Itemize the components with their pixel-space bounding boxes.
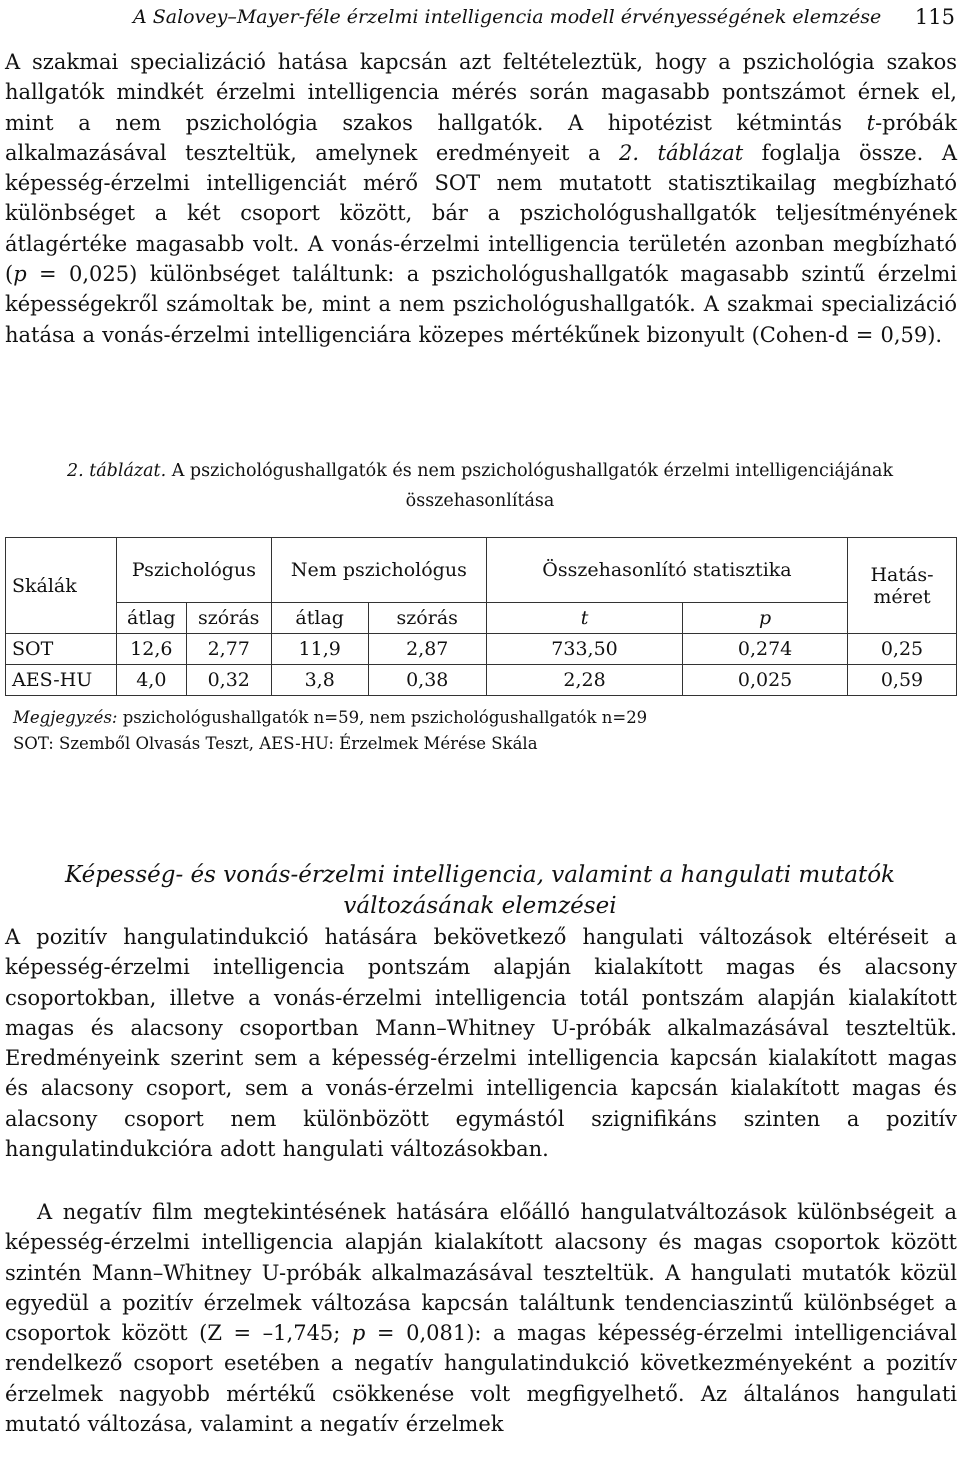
header-psych: Pszichológus — [117, 538, 272, 603]
cell-t: 2,28 — [486, 665, 682, 696]
header-scales: Skálák — [6, 538, 117, 634]
header-p: p — [683, 603, 848, 634]
cell-scale: SOT — [6, 634, 117, 665]
table-row — [6, 665, 957, 696]
section-title: Képesség- és vonás-érzelmi intelligencia, valamint a hangulati mutatók változásának elemzései — [65, 862, 895, 919]
header-comparison: Összehasonlító statisztika — [486, 538, 847, 603]
cell-p: 0,274 — [683, 634, 848, 665]
cell-sd-psych: 2,77 — [186, 634, 271, 665]
header-t: t — [486, 603, 682, 634]
cell-t: 733,50 — [486, 634, 682, 665]
table-caption-label: 2. táblázat. — [66, 461, 167, 481]
page-number: 115 — [914, 5, 955, 29]
comparison-table — [5, 537, 957, 696]
cell-effect: 0,59 — [848, 665, 957, 696]
cell-effect: 0,25 — [848, 634, 957, 665]
cell-scale: AES-HU — [6, 665, 117, 696]
cell-mean-nonpsych: 3,8 — [271, 665, 368, 696]
cell-sd-nonpsych: 0,38 — [368, 665, 486, 696]
paragraph-positive-induction: A pozitív hangulatindukció hatására bekövetkező hangulati változások eltéréseit a képesség-érzelmi intelligencia pontszám alapján kialakított magas és alacsony csoportokban, illetve a vonás-érzelmi intelligencia totál pontszám alapján kialakított magas és alacsony csoportban Mann–Whitney U-próbák alkalmazásával teszteltük. Eredményeink szerint sem a képesség-érzelmi intelligencia kapcsán kialakított magas és alacsony csoport, sem a vonás-érzelmi intelligencia kapcsán kialakított magas és alacsony csoport nem különbözött egymástól szignifikáns szinten a pozitív hangulatindukcióra adott hangulati változásokban. — [5, 925, 957, 1162]
header-effect: Hatásméret — [848, 538, 957, 634]
cell-sd-nonpsych: 2,87 — [368, 634, 486, 665]
table-caption — [0, 456, 960, 516]
paragraph-negative-film: A negatív film megtekintésének hatására előálló hangulatváltozások különbségeit a képesség-érzelmi intelligencia alapján kialakított alacsony és magas csoportok között szintén Mann–Whitney U-próbák alkalmazásával teszteltük. A hangulati mutatók közül egyedül a pozitív érzelmek változása kapcsán találtunk tendenciaszintű különbséget a csoportok között (Z = –1,745; p = 0,081): a magas képesség-érzelmi intelligenciával rendelkező csoport esetében a negatív hangulatindukció következményeként a pozitív érzelmek nagyobb mértékű csökkenése volt megfigyelhető. Az általános hangulati mutató változása, valamint a negatív érzelmek — [5, 1200, 957, 1437]
header-mean-nonpsych: átlag — [271, 603, 368, 634]
paragraph-hypothesis: A szakmai specializáció hatása kapcsán azt feltételeztük, hogy a pszichológia szakos hallgatók mindkét érzelmi intelligencia mérés során magasabb pontszámot érnek el, mint a nem pszichológia szakos hallgatók. A hipotézist kétmintás t-próbák alkalmazásával teszteltük, amelynek eredményeit a 2. táblázat foglalja össze. A képesség-érzelmi intelligenciát mérő SOT nem mutatott statisztikailag megbízható különbséget a két csoport között, bár a pszichológushallgatók teljesítményének átlagértéke magasabb volt. A vonás-érzelmi intelligencia területén azonban megbízható (p = 0,025) különbséget találtunk: a pszichológushallgatók magasabb szintű érzelmi képességekről számoltak be, mint a nem pszichológushallgatók. A szakmai specializáció hatása a vonás-érzelmi intelligenciára közepes mértékűnek bizonyult (Cohen-d = 0,59). — [5, 50, 957, 347]
cell-mean-psych: 4,0 — [117, 665, 187, 696]
header-sd-psych: szórás — [186, 603, 271, 634]
cell-mean-psych: 12,6 — [117, 634, 187, 665]
table-notes — [13, 705, 953, 757]
table-note-line1: Megjegyzés: pszichológushallgatók n=59, nem pszichológushallgatók n=29 — [13, 708, 648, 727]
table-row — [6, 634, 957, 665]
header-mean-psych: átlag — [117, 603, 187, 634]
cell-sd-psych: 0,32 — [186, 665, 271, 696]
cell-p: 0,025 — [683, 665, 848, 696]
cell-mean-nonpsych: 11,9 — [271, 634, 368, 665]
header-nonpsych: Nem pszichológus — [271, 538, 486, 603]
running-head-title: A Salovey–Mayer-féle érzelmi intelligencia modell érvényességének elemzése — [133, 6, 882, 28]
table-caption-text: A pszichológushallgatók és nem pszichológushallgatók érzelmi intelligenciájának összehasonlítása — [166, 461, 894, 511]
header-sd-nonpsych: szórás — [368, 603, 486, 634]
table-note-line2: SOT: Szemből Olvasás Teszt, AES-HU: Érzelmek Mérése Skála — [13, 734, 538, 753]
running-head — [133, 3, 955, 31]
